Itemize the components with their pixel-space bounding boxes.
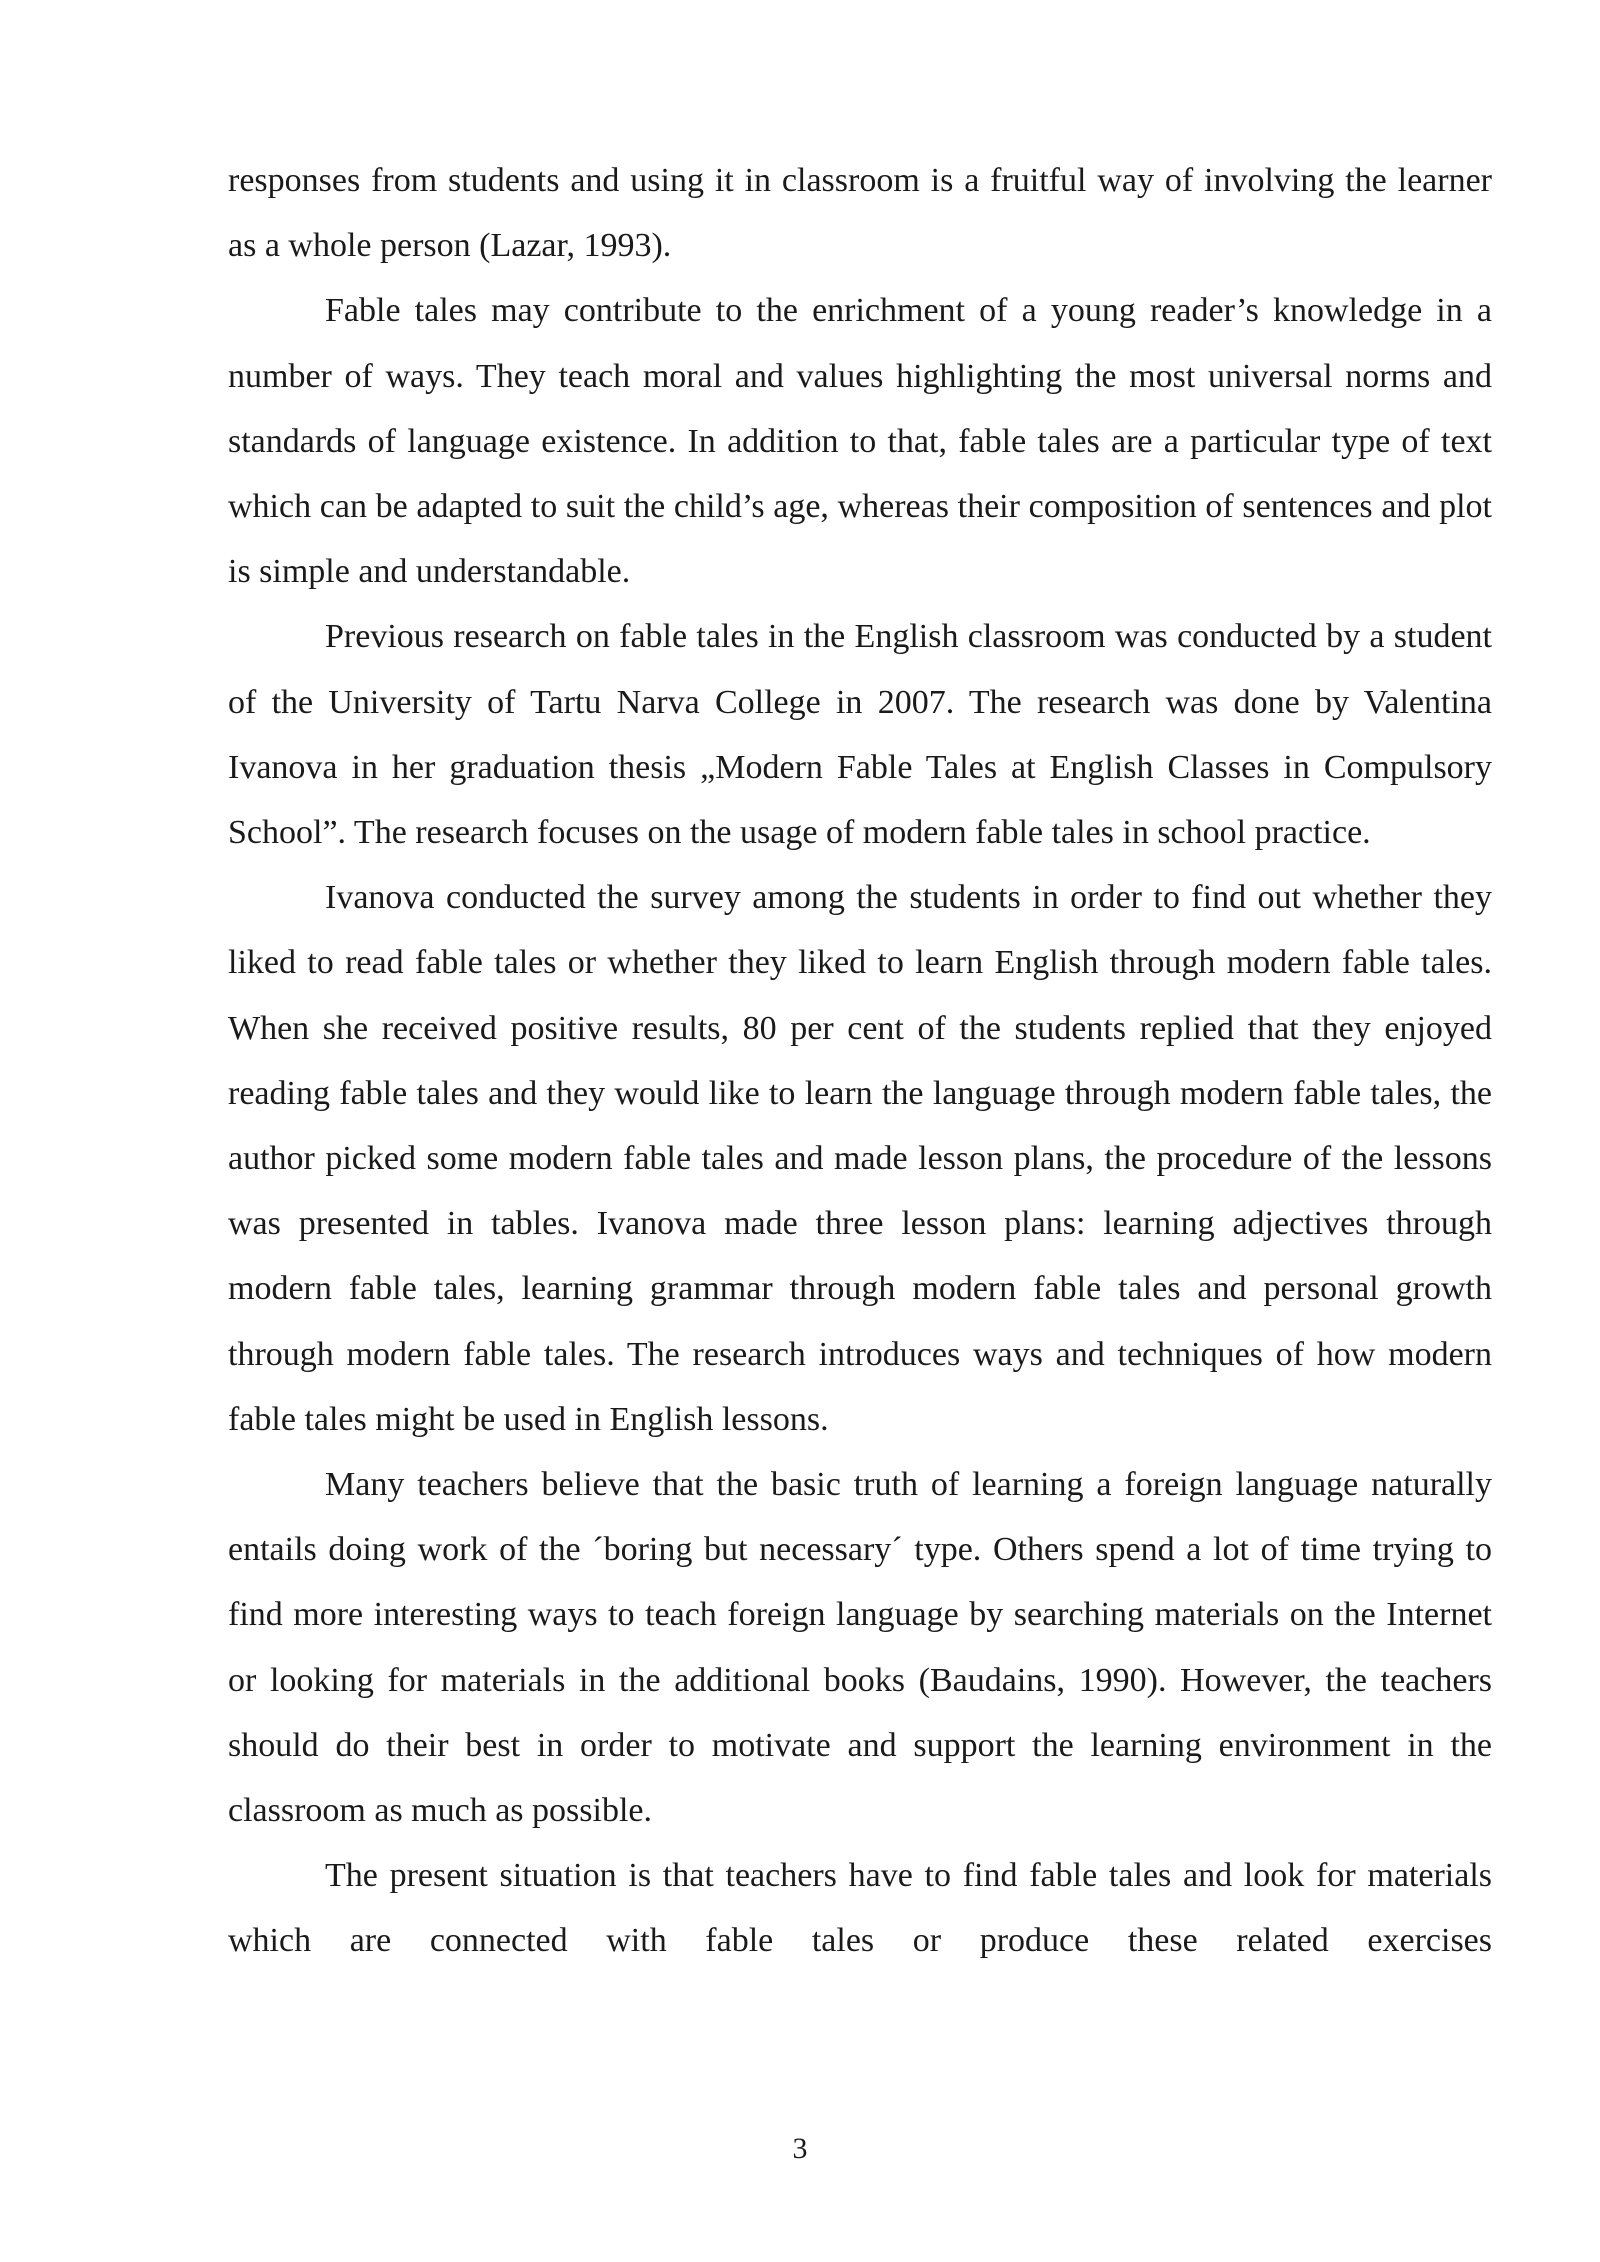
paragraph-previous-research: Previous research on fable tales in the English classroom was conducted by a student of the University of Tartu Narva College in 2007. The research was done by Valentina Ivanova in her graduation thesis „Modern Fable Tales at English Classes in Compulsory School”. The research focuses on the usage of modern fable tales in school practice.	[228, 618, 1492, 852]
paragraph-ivanova-survey: Ivanova conducted the survey among the students in order to find out whether they liked to read fable tales or whether they liked to learn English through modern fable tales. When she received positive results, 80 per cent of the students replied that they enjoyed reading fable tales and they would like to learn the language through modern fable tales, the author picked some modern fable tales and made lesson plans, the procedure of the lessons was presented in tables. Ivanova made three lesson plans: learning adjectives through modern fable tales, learning grammar through modern fable tales and personal growth through modern fable tales. The research introduces ways and techniques of how modern fable tales might be used in English lessons.	[228, 879, 1492, 1438]
paragraph-continuation: responses from students and using it in classroom is a fruitful way of involving the learner as a whole person (Lazar, 1993).	[228, 162, 1492, 265]
paragraph-fable-enrichment: Fable tales may contribute to the enrichment of a young reader’s knowledge in a number of ways. They teach moral and values highlighting the most universal norms and standards of language existence. In addition to that, fable tales are a particular type of text which can be adapted to suit the child’s age, whereas their composition of sentences and plot is simple and understandable.	[228, 292, 1492, 591]
body-text	[228, 148, 1492, 1974]
paragraph-present-situation: The present situation is that teachers have to find fable tales and look for materials which are connected with fable tales or produce these related exercises	[228, 1857, 1492, 1960]
page-number: 3	[792, 2132, 808, 2165]
paragraph-teachers-beliefs: Many teachers believe that the basic truth of learning a foreign language naturally entails doing work of the ´boring but necessary´ type. Others spend a lot of time trying to find more interesting ways to teach foreign language by searching materials on the Internet or looking for materials in the additional books (Baudains, 1990). However, the teachers should do their best in order to motivate and support the learning environment in the classroom as much as possible.	[228, 1466, 1492, 1830]
